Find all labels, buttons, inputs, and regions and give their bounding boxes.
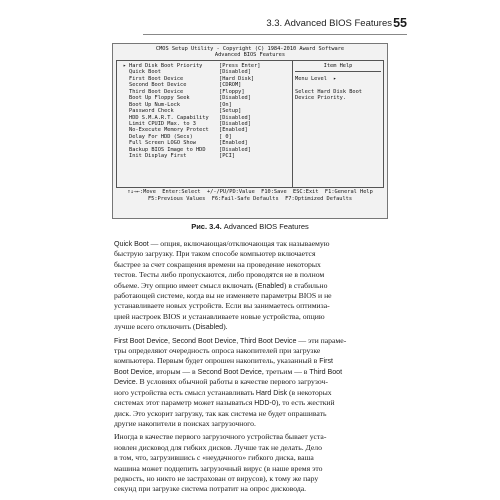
text-run: , третьим — в [261,366,310,376]
body-text [114,239,406,498]
option-name: Hard Disk [255,388,288,397]
bios-setting-value[interactable]: [Disabled] [219,69,251,76]
option-name: HDD-0 [254,399,276,408]
option-name: First [319,357,334,366]
item-help-title: Item Help [295,63,381,72]
text-line [114,239,406,249]
header-rule [143,34,407,35]
text-line [114,419,406,429]
text-run: ) в стабильно [283,280,328,290]
bios-setting-value[interactable]: [CDROM] [219,82,242,89]
paragraph-boot-devices [114,336,406,430]
bios-setting-label: Limit CPUID Max. to 3 [129,120,196,127]
text-run: системах этот параметр может называться [114,398,255,408]
text-run: устанавливаете новых устройств. Если вы занимаетесь оптимиза- [114,301,330,311]
bios-setting-label: Third Boot Device [129,88,184,95]
bios-setting-value[interactable]: [Disabled] [219,114,251,121]
text-line [114,336,406,346]
text-run: лучше всего отключить ( [114,322,196,332]
bios-setting-value[interactable]: [Floppy] [219,88,245,95]
option-name: Second Boot Device [197,367,262,376]
running-head [0,16,500,34]
paragraph-floppy [114,432,406,494]
option-name: Device [114,378,136,387]
help-text-line: Device Priority. [295,95,347,101]
option-name: Third Boot [309,367,343,376]
bios-setting-value[interactable]: [Disabled] [219,120,251,127]
text-run: другие накопители в поисках загрузочного. [114,418,256,428]
bios-title-line2: Advanced BIOS Features [214,52,286,58]
text-line [114,356,406,366]
bios-setting-value[interactable]: [ 0] [219,133,232,140]
legend-line: F5:Previous Values F6:Fail-Safe Defaults F7:Optimized Defaults [147,196,353,202]
help-text-line: Select Hard Disk Boot [295,88,362,95]
text-line: редкость, но никто не застрахован от вирусов), к тому же пару [114,473,319,483]
text-run: — опция, включающая/отключающая так называемую [148,239,330,248]
bios-setting-value[interactable]: [Hard Disk] [219,75,255,82]
bios-setting-label: Boot Up Num-Lock [129,101,181,108]
bios-settings-list [123,63,291,160]
bios-screenshot [112,43,388,219]
bios-setting-label: No-Execute Memory Protect [129,127,209,134]
option-name: Quick Boot [114,240,149,248]
text-line [114,409,406,419]
text-run: тры определяют очередность опроса накопителей при загрузке [114,346,321,356]
bios-panel [116,60,384,188]
text-line: секунд при загрузке система потратит на опрос дисковода. [114,484,307,494]
bios-title-line1: CMOS Setup Utility - Copyright (C) 1984-2010 Award Software [155,46,345,52]
bios-setting-label: Password Check [129,108,174,115]
bios-setting-label: Quick Boot [129,69,161,76]
text-line [114,291,406,301]
text-run: ), то есть жесткий [275,398,335,408]
option-name: Boot Device [114,367,153,376]
bios-setting-row[interactable] [123,153,291,159]
bios-setting-label: Second Boot Device [129,82,187,89]
bios-setting-label: First Boot Device [129,75,184,82]
text-run: быструю загрузку. При таком способе компьютер включается [114,249,316,259]
bios-setting-value[interactable]: [Setup] [219,108,242,115]
bios-setting-label: HDD S.M.A.R.T. Capability [129,114,209,121]
text-run: , вторым — в [152,366,198,376]
bios-setting-value[interactable]: [Press Enter] [219,63,261,69]
text-run: (в некоторых [287,387,332,397]
menu-level: Menu Level ▸ [295,76,337,82]
text-run: работающей системе, когда вы не изменяете параметры BIOS и не [114,291,332,301]
text-line [114,388,406,398]
text-line [114,301,406,311]
bios-setting-value[interactable]: [Disabled] [219,146,251,153]
caption-text: Advanced BIOS Features [223,222,309,231]
bios-setting-value[interactable]: [PCI] [219,153,235,160]
text-run: — эти параме- [296,335,347,345]
option-name: Enabled [257,281,284,290]
option-name: Disabled [195,323,224,332]
bios-setting-label: Hard Disk Boot Priority [129,63,203,69]
text-line: в том, что, загрузившись с «неудачного» гибкого диска, ваша [114,453,314,463]
text-run: ). [223,322,228,332]
bios-setting-label: Init Display First [129,153,187,160]
bios-setting-label: Backup BIOS Image to HDD [129,146,206,153]
text-line: Иногда в качестве первого загрузочного устройства бывает уста- [114,432,327,442]
bios-divider [292,61,293,187]
paragraph-quick-boot [114,239,406,333]
caption-label: Рис. 3.4. [191,222,222,231]
text-line [114,346,406,356]
text-line [114,249,406,259]
text-run: объеме. Эту опцию имеет смысл включать ( [114,280,258,290]
text-line [114,270,406,280]
page-number: 55 [393,16,407,30]
text-line: новлен дисковод для гибких дисков. Лучше так не делать. Дело [114,442,322,452]
text-line [114,398,406,408]
submenu-arrow-icon: ▸ [123,63,127,69]
text-run: ного устройства есть смысл устанавливать [114,387,256,397]
bios-setting-value[interactable]: [Enabled] [219,127,248,134]
text-run: тестов. Тесты либо пропускаются, либо проводятся не в полном [114,270,325,280]
text-line [114,281,406,291]
bios-setting-value[interactable]: [Disabled] [219,95,251,102]
text-run: быстрее за счет сокращения времени на проведение некоторых [114,259,321,269]
text-line [114,322,406,332]
bios-item-help [295,63,381,102]
text-run: . В условиях обычной работы в качестве первого загрузоч- [135,377,328,387]
bios-key-legend [113,189,387,203]
text-line [114,312,406,322]
figure-caption [0,222,500,231]
bios-setting-value[interactable]: [Enabled] [219,140,248,147]
option-name: First Boot Device, Second Boot Device, Third Boot Device [114,336,297,345]
text-run: диск. Это ускорит загрузку, так как система не будет опрашивать [114,408,327,418]
text-run: компьютера. Первым будет опрошен накопитель, указанный в [114,356,320,366]
text-line: машина может подцепить загрузочный вирус (в наше время это [114,463,323,473]
text-line [114,367,406,377]
text-run: цией настроек BIOS и устанавливаете новые устройства, опцию [114,311,325,321]
legend-line: ↑↓→←:Move Enter:Select +/-/PU/PD:Value F10:Save ESC:Exit F1:General Help [127,189,373,195]
bios-setting-label: Full Screen LOGO Show [129,140,196,147]
bios-setting-label: Boot Up Floppy Seek [129,95,190,102]
bios-setting-value[interactable]: [On] [219,101,232,108]
text-line [114,260,406,270]
bios-title [113,46,387,58]
text-line [114,377,406,387]
section-title: 3.3. Advanced BIOS Features [266,18,392,29]
bios-setting-label: Delay For HDD (Secs) [129,133,193,140]
